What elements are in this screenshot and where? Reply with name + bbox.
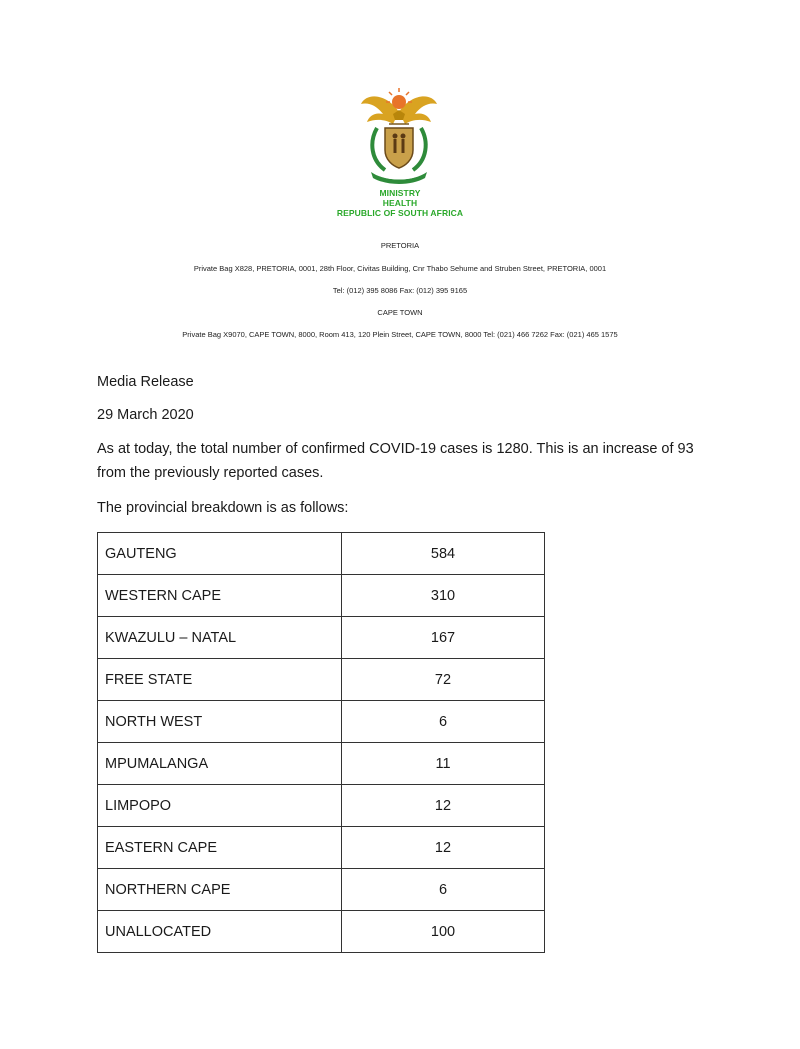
cases-cell: 72 <box>342 659 545 701</box>
province-cell: NORTH WEST <box>98 701 342 743</box>
coat-of-arms-icon <box>359 84 439 186</box>
province-cell: NORTHERN CAPE <box>98 869 342 911</box>
cases-cell: 584 <box>342 533 545 575</box>
table-row <box>98 575 545 617</box>
table-row <box>98 827 545 869</box>
cases-cell: 6 <box>342 701 545 743</box>
release-date: 29 March 2020 <box>97 407 194 423</box>
release-paragraph <box>97 437 694 485</box>
pretoria-address: Private Bag X828, PRETORIA, 0001, 28th Floor, Civitas Building, Cnr Thabo Sehume and Struben Street, PRETORIA, 0001 <box>193 264 607 273</box>
cape-town-label: CAPE TOWN <box>377 308 423 317</box>
table-row <box>98 701 545 743</box>
province-cell: LIMPOPO <box>98 785 342 827</box>
table-row <box>98 743 545 785</box>
table-row <box>98 911 545 953</box>
province-cell: KWAZULU – NATAL <box>98 617 342 659</box>
table-row <box>98 785 545 827</box>
province-cell: MPUMALANGA <box>98 743 342 785</box>
paragraph-line-1: As at today, the total number of confirmed COVID-19 cases is 1280. This is an increase of 93 <box>97 441 694 457</box>
table-row <box>98 869 545 911</box>
table-row <box>98 659 545 701</box>
pretoria-phone: Tel: (012) 395 8086 Fax: (012) 395 9165 <box>332 286 468 295</box>
province-cell: FREE STATE <box>98 659 342 701</box>
pretoria-label: PRETORIA <box>380 241 420 250</box>
cases-cell: 310 <box>342 575 545 617</box>
cape-town-address: Private Bag X9070, CAPE TOWN, 8000, Room 413, 120 Plein Street, CAPE TOWN, 8000 Tel: (021) 466 7262 Fax: (021) 465 1575 <box>182 330 618 339</box>
province-cell: WESTERN CAPE <box>98 575 342 617</box>
paragraph-line-2: from the previously reported cases. <box>97 465 324 481</box>
table-row <box>98 617 545 659</box>
cases-cell: 167 <box>342 617 545 659</box>
table-row <box>98 533 545 575</box>
ministry-line-1: MINISTRY <box>379 188 421 198</box>
provincial-breakdown-table <box>97 532 545 953</box>
cases-cell: 6 <box>342 869 545 911</box>
province-cell: UNALLOCATED <box>98 911 342 953</box>
ministry-line-3: REPUBLIC OF SOUTH AFRICA <box>336 208 464 218</box>
province-cell: GAUTENG <box>98 533 342 575</box>
ministry-heading <box>250 188 550 218</box>
cases-cell: 12 <box>342 827 545 869</box>
ministry-line-2: HEALTH <box>382 198 418 208</box>
cases-cell: 12 <box>342 785 545 827</box>
cases-cell: 11 <box>342 743 545 785</box>
release-title: Media Release <box>97 374 194 390</box>
breakdown-intro: The provincial breakdown is as follows: <box>97 500 349 516</box>
cases-cell: 100 <box>342 911 545 953</box>
province-cell: EASTERN CAPE <box>98 827 342 869</box>
